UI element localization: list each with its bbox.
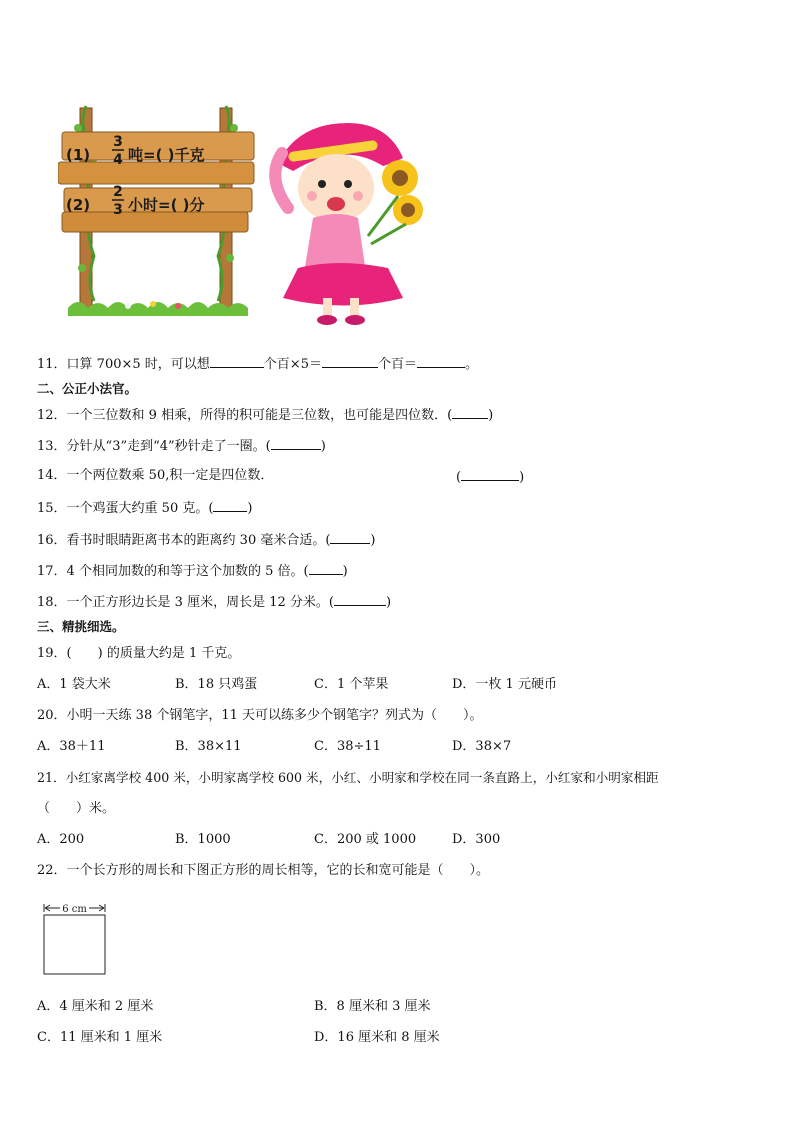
q20-option-d[interactable]: D．38×7: [452, 739, 512, 754]
question-13: [37, 437, 326, 455]
question-17: [37, 562, 348, 580]
q12-close: ): [488, 408, 494, 423]
question-19-stem: 19．( ) 的质量大约是 1 千克。: [37, 646, 241, 661]
q18-blank[interactable]: [334, 593, 386, 606]
q20-option-b[interactable]: B．38×11: [175, 739, 242, 754]
question-20-stem: 20．小明一天练 38 个钢笔字，11 天可以练多少个钢笔字？列式为（ ）。: [37, 708, 483, 723]
q14-text: 14．一个两位数乘 50,积一定是四位数．: [37, 468, 274, 483]
q19-option-d[interactable]: D．一枚 1 元硬币: [452, 677, 557, 692]
q18-text: 18．一个正方形边长是 3 厘米，周长是 12 分米。(: [37, 595, 334, 610]
question-22-stem: 22．一个长方形的周长和下图正方形的周长相等，它的长和宽可能是（ ）。: [37, 863, 490, 878]
q17-blank[interactable]: [309, 562, 343, 575]
q11-text-d: 。: [464, 357, 478, 372]
q11-text-c: 个百＝: [377, 357, 417, 372]
q14-answer-box: ( ): [456, 470, 525, 485]
q11-blank-3[interactable]: [417, 355, 465, 368]
sign-row1-number: (1): [66, 146, 91, 164]
sign-row2-denominator: 3: [113, 202, 123, 218]
signboard-illustration: [58, 98, 258, 323]
q22-option-c[interactable]: C．11 厘米和 1 厘米: [37, 1030, 163, 1045]
q20-option-c[interactable]: C．38÷11: [314, 739, 381, 754]
sign-row1-text: 吨=( )千克: [128, 146, 205, 164]
q14-blank[interactable]: [461, 468, 519, 481]
square-figure: [36, 898, 116, 980]
q11-blank-1[interactable]: [210, 355, 264, 368]
q15-blank[interactable]: [213, 499, 247, 512]
q12-blank[interactable]: [452, 406, 488, 419]
sign-row2-numerator: 2: [113, 184, 123, 200]
question-14: [37, 468, 537, 484]
q21-option-d[interactable]: D．300: [452, 832, 501, 847]
q21-option-b[interactable]: B．1000: [175, 832, 231, 847]
section-2-heading: 二、公正小法官。: [37, 381, 138, 396]
q16-text: 16．看书时眼睛距离书本的距离约 30 毫米合适。(: [37, 533, 331, 548]
q16-blank[interactable]: [330, 531, 370, 544]
q19-option-b[interactable]: B．18 只鸡蛋: [175, 677, 258, 692]
q15-close: ): [247, 501, 253, 516]
sign-row2-number: (2): [66, 196, 91, 214]
question-21-stem-line2: （ ）米。: [37, 801, 116, 816]
q20-option-a[interactable]: A．38＋11: [37, 739, 106, 754]
q17-close: ): [342, 564, 348, 579]
q19-option-c[interactable]: C．1 个苹果: [314, 677, 389, 692]
q16-close: ): [370, 533, 376, 548]
question-12: [37, 406, 493, 424]
q13-text: 13．分针从“3”走到“4”秒针走了一圈。(: [37, 439, 271, 454]
section-3-heading: 三、精挑细选。: [37, 619, 125, 634]
q21-option-c[interactable]: C．200 或 1000: [314, 832, 417, 847]
q19-option-a[interactable]: A．1 袋大米: [37, 677, 111, 692]
q18-close: ): [385, 595, 392, 610]
girl-with-sunflowers-illustration: [258, 118, 438, 328]
sign-row1-numerator: 3: [113, 134, 123, 150]
q11-text-b: 个百×5＝: [263, 357, 322, 372]
q11-text-a: 11．口算 700×5 时，可以想: [37, 357, 210, 372]
q11-blank-2[interactable]: [322, 355, 378, 368]
q13-blank[interactable]: [271, 437, 321, 450]
q22-option-d[interactable]: D．16 厘米和 8 厘米: [314, 1030, 440, 1045]
q22-option-b[interactable]: B．8 厘米和 3 厘米: [314, 999, 431, 1014]
question-15: [37, 499, 253, 517]
q13-close: ): [320, 439, 326, 454]
q15-text: 15．一个鸡蛋大约重 50 克。(: [37, 501, 214, 516]
q22-option-a[interactable]: A．4 厘米和 2 厘米: [37, 999, 154, 1014]
question-16: [37, 531, 376, 549]
q12-text: 12．一个三位数和 9 相乘，所得的积可能是三位数，也可能是四位数．(: [37, 408, 453, 423]
question-18: [37, 593, 391, 611]
sign-row1-denominator: 4: [113, 152, 123, 168]
question-11: [37, 355, 478, 373]
q17-text: 17．4 个相同加数的和等于这个加数的 5 倍。(: [37, 564, 309, 579]
q21-option-a[interactable]: A．200: [37, 832, 85, 847]
sign-row2-text: 小时=( )分: [128, 196, 205, 214]
square-side-label: 6 cm: [62, 904, 87, 915]
question-21-stem-line1: 21．小红家离学校 400 米，小明家离学校 600 米，小红、小明家和学校在同一条直路上，小红家和小明家相距: [37, 770, 659, 785]
